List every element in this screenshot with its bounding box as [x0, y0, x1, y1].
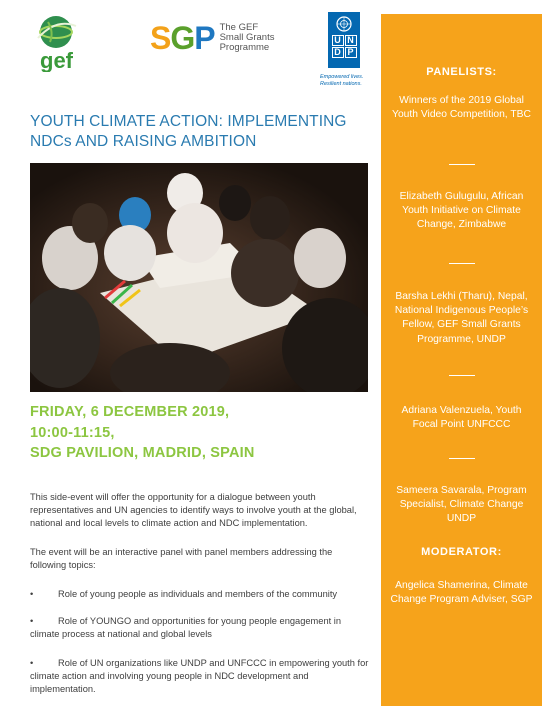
- bullet-icon: •: [30, 658, 34, 668]
- panelist-entry: Barsha Lekhi (Tharu), Nepal, National Indigenous People’s Fellow, GEF Small Grants Programme, UNDP: [394, 291, 529, 345]
- separator: [449, 263, 475, 264]
- undp-letter: N: [345, 35, 357, 46]
- undp-letter: U: [332, 35, 344, 46]
- sgp-letter-p: P: [194, 20, 215, 56]
- undp-logo: [328, 12, 362, 68]
- sgp-letter-g: G: [170, 20, 195, 56]
- undp-tagline: [320, 74, 390, 87]
- sgp-text-line: Programme: [219, 42, 270, 53]
- separator: [449, 458, 475, 459]
- sgp-logo: [150, 22, 274, 54]
- event-time: 10:00-11:15,: [30, 424, 115, 441]
- topic-text: Role of UN organizations like UNDP and UNFCCC in empowering youth for climate action and involving young people in NDC development and implementation.: [30, 658, 369, 694]
- event-date-block: [30, 402, 370, 464]
- sgp-text-line: The GEF: [219, 22, 259, 33]
- panelist-entry: Sameera Savarala, Program Specialist, Climate Change UNDP: [396, 485, 527, 525]
- sgp-letter-s: S: [150, 20, 171, 56]
- moderator-heading: MODERATOR:: [421, 546, 502, 558]
- event-venue: SDG PAVILION, MADRID, SPAIN: [30, 445, 255, 461]
- topic-item: [30, 657, 370, 696]
- event-date: FRIDAY, 6 DECEMBER 2019,: [30, 404, 230, 420]
- topic-text: Role of young people as individuals and members of the community: [58, 589, 338, 599]
- separator: [449, 375, 475, 376]
- panelists-heading: PANELISTS:: [426, 66, 497, 78]
- topic-item: [30, 588, 370, 601]
- panelist-entry: Winners of the 2019 Global Youth Video Competition, TBC: [392, 95, 531, 121]
- separator: [449, 164, 475, 165]
- topic-item: [30, 615, 370, 641]
- event-photo: [30, 163, 368, 392]
- bullet-icon: •: [30, 616, 34, 626]
- panel-intro: The event will be an interactive panel with panel members addressing the following topics:: [30, 547, 333, 570]
- undp-letter: P: [345, 47, 357, 58]
- undp-tagline-line: Resilient nations.: [320, 80, 362, 87]
- event-description: This side-event will offer the opportunity for a dialogue between youth representatives and UN agencies to identify ways to involve youth at the global, national and local levels to climate action and NDC implementation.: [30, 492, 357, 528]
- topic-text: Role of YOUNGO and opportunities for young people engagement in climate process at national and global levels: [30, 616, 342, 639]
- gef-logo: [30, 12, 88, 72]
- panelist-entry: Elizabeth Gulugulu, African Youth Initiative on Climate Change, Zimbabwe: [399, 191, 524, 231]
- event-title: [30, 112, 350, 152]
- undp-tagline-line: Empowered lives.: [320, 74, 364, 80]
- moderator-entry: Angelica Shamerina, Climate Change Program Adviser, SGP: [390, 580, 533, 606]
- sgp-text-line: Small Grants: [219, 32, 275, 43]
- event-title-line: NDCs AND RAISING AMBITION: [30, 133, 257, 150]
- gef-wordmark: gef: [40, 48, 73, 72]
- sgp-mark: [150, 22, 215, 54]
- un-emblem-icon: [335, 15, 353, 33]
- bullet-icon: •: [30, 589, 34, 599]
- sgp-logo-text: [220, 23, 275, 53]
- panelist-entry: Adriana Valenzuela, Youth Focal Point UNFCCC: [401, 405, 522, 431]
- speakers-panel: [381, 14, 542, 706]
- undp-letter: D: [332, 47, 344, 58]
- event-title-line: YOUTH CLIMATE ACTION: IMPLEMENTING: [30, 113, 347, 130]
